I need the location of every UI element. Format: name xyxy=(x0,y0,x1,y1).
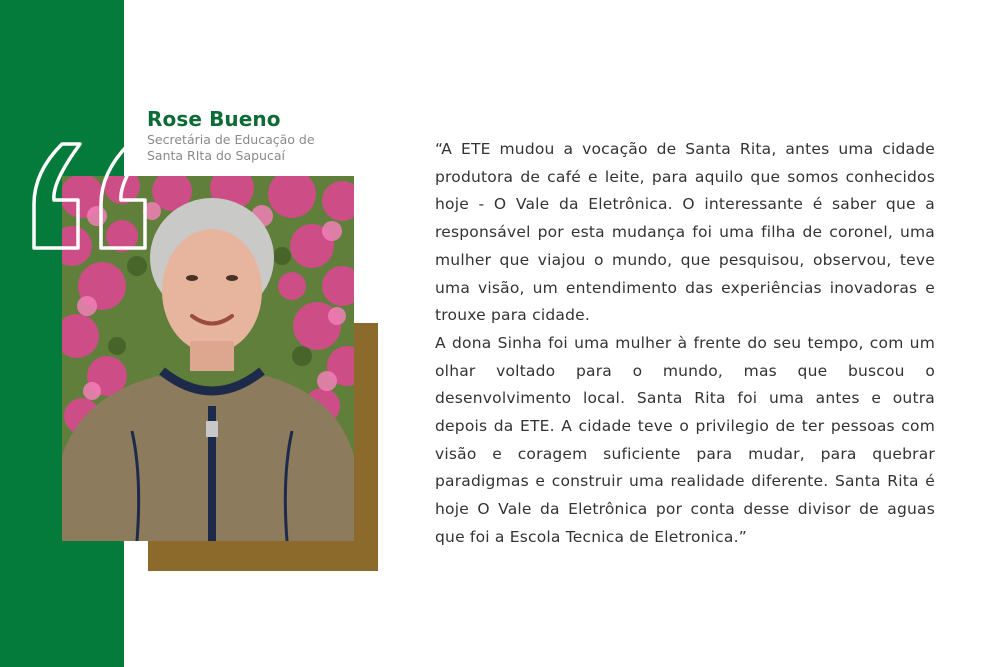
quote-paragraph-1: “A ETE mudou a vocação de Santa Rita, antes uma cidade produtora de café e leite, para aquilo que somos conhecidos hoje - O Vale da Eletrônica. O interessante é saber que a responsável por esta mudança foi uma filha de coronel, uma mulher que viajou o mundo, que pesquisou, observou, teve uma visão, um entendimento das experiências inovadoras e trouxe para cidade. xyxy=(435,140,935,325)
quote-text xyxy=(435,136,935,552)
open-quote-icon xyxy=(30,142,160,256)
person-name: Rose Bueno xyxy=(147,107,281,131)
person-role xyxy=(147,132,347,164)
person-role-line-2: Santa RIta do Sapucaí xyxy=(147,148,285,163)
quote-paragraph-2: A dona Sinha foi uma mulher à frente do seu tempo, com um olhar voltado para o mundo, mas que buscou o desenvolvimento local. Santa Rita foi uma antes e outra depois da ETE. A cidade teve o privilegio de ter pessoas com visão e coragem suficiente para mudar, para quebrar paradigmas e construir uma realidade diferente. Santa Rita é hoje O Vale da Eletrônica por conta desse divisor de aguas que foi a Escola Tecnica de Eletronica.” xyxy=(435,333,935,546)
person-role-line-1: Secretária de Educação de xyxy=(147,132,315,147)
